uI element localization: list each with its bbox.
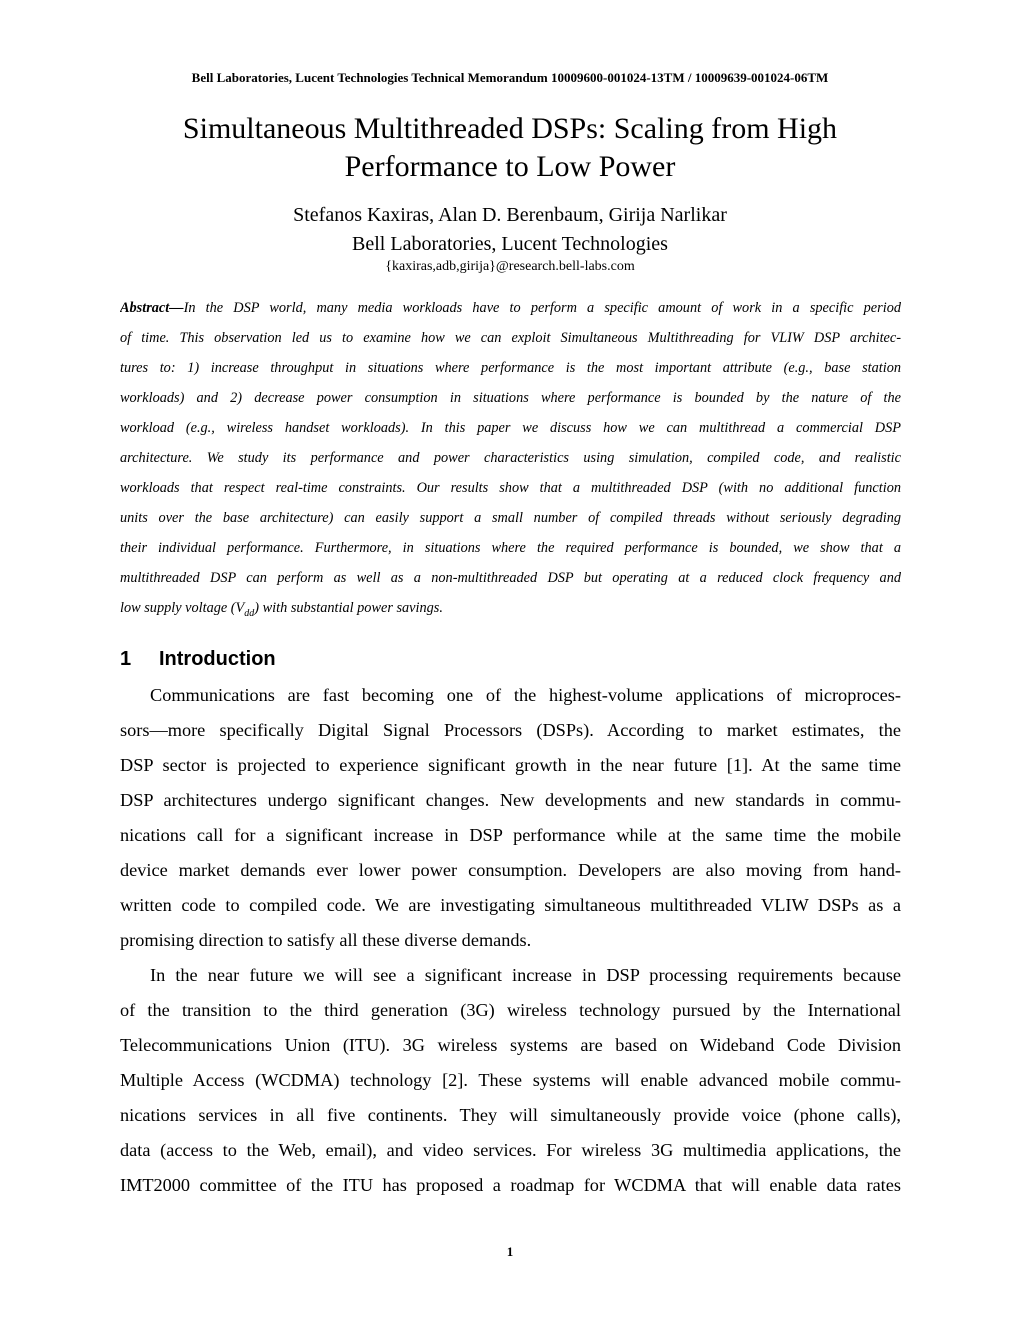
abstract-line: Abstract—In the DSP world, many media workloads have to perform a specific amount of work in a specific period [120,300,901,316]
text-line: DSP sector is projected to experience significant growth in the near future [1]. At the same time [120,755,901,775]
abstract-line: tures to: 1) increase throughput in situations where performance is the most important attribute (e.g., base station [120,360,901,376]
page-number: 1 [506,1244,514,1259]
text-line: written code to compiled code. We are investigating simultaneous multithreaded VLIW DSPs as a [120,895,901,915]
text-line: Telecommunications Union (ITU). 3G wireless systems are based on Wideband Code Division [120,1035,901,1055]
abstract-line: their individual performance. Furthermore, in situations where the required performance is bounded, we show that a [120,540,901,556]
paragraph [120,958,901,1203]
text-line: nications services in all five continents. They will simultaneously provide voice (phone calls), [120,1105,901,1125]
body-text [120,678,901,1203]
author-email: {kaxiras,adb,girija}@research.bell-labs.com [385,259,635,274]
abstract-line: of time. This observation led us to examine how we can exploit Simultaneous Multithreading for VLIW DSP architec- [120,330,901,346]
abstract-line: workloads that respect real-time constraints. Our results show that a multithreaded DSP (with no additional function [120,480,901,496]
abstract-line: multithreaded DSP can perform as well as a non-multithreaded DSP but operating at a reduced clock frequency and [120,570,901,586]
title-line: Performance to Low Power [344,150,676,183]
text-line: IMT2000 committee of the ITU has proposed a roadmap for WCDMA that will enable data rates [120,1175,901,1195]
text-line: Communications are fast becoming one of the highest-volume applications of microproces- [150,685,901,705]
section-number: 1 [120,648,132,670]
paper-title [0,110,1020,186]
running-header: Bell Laboratories, Lucent Technologies Technical Memorandum 10009600-001024-13TM / 10009639-001024-06TM [191,70,829,85]
text-line: nications call for a significant increase in DSP performance while at the same time the mobile [120,825,901,845]
author-block [0,201,1020,259]
abstract-line: architecture. We study its performance and power characteristics using simulation, compiled code, and realistic [120,450,901,466]
section-title: Introduction [159,648,276,670]
abstract-line: units over the base architecture) can easily support a small number of compiled threads without seriously degrading [120,510,901,526]
affiliation: Bell Laboratories, Lucent Technologies [352,233,668,255]
section-heading [120,648,276,671]
text-line: promising direction to satisfy all these diverse demands. [120,930,532,950]
text-line: device market demands ever lower power consumption. Developers are also moving from hand- [120,860,901,880]
text-line: of the transition to the third generation (3G) wireless technology pursued by the International [120,1000,901,1020]
title-line: Simultaneous Multithreaded DSPs: Scaling from High [182,112,838,145]
text-line: data (access to the Web, email), and video services. For wireless 3G multimedia applications, the [120,1140,901,1160]
text-line: DSP architectures undergo significant changes. New developments and new standards in commu- [120,790,901,810]
paragraph [120,678,901,958]
text-line: In the near future we will see a significant increase in DSP processing requirements because [150,965,901,985]
abstract-label: Abstract— [120,300,184,316]
authors: Stefanos Kaxiras, Alan D. Berenbaum, Girija Narlikar [293,204,727,226]
abstract-line: low supply voltage $(V_{dd})$ with substantial power savings. [120,600,443,619]
text-line: Multiple Access (WCDMA) technology [2]. These systems will enable advanced mobile commu- [120,1070,901,1090]
text-line: sors—more specifically Digital Signal Processors (DSPs). According to market estimates, the [120,720,901,740]
abstract [120,293,901,623]
abstract-line: workload (e.g., wireless handset workloads). In this paper we discuss how we can multithread a commercial DSP [120,420,901,436]
abstract-line: workloads) and 2) decrease power consumption in situations where performance is bounded by the nature of the [120,390,901,406]
